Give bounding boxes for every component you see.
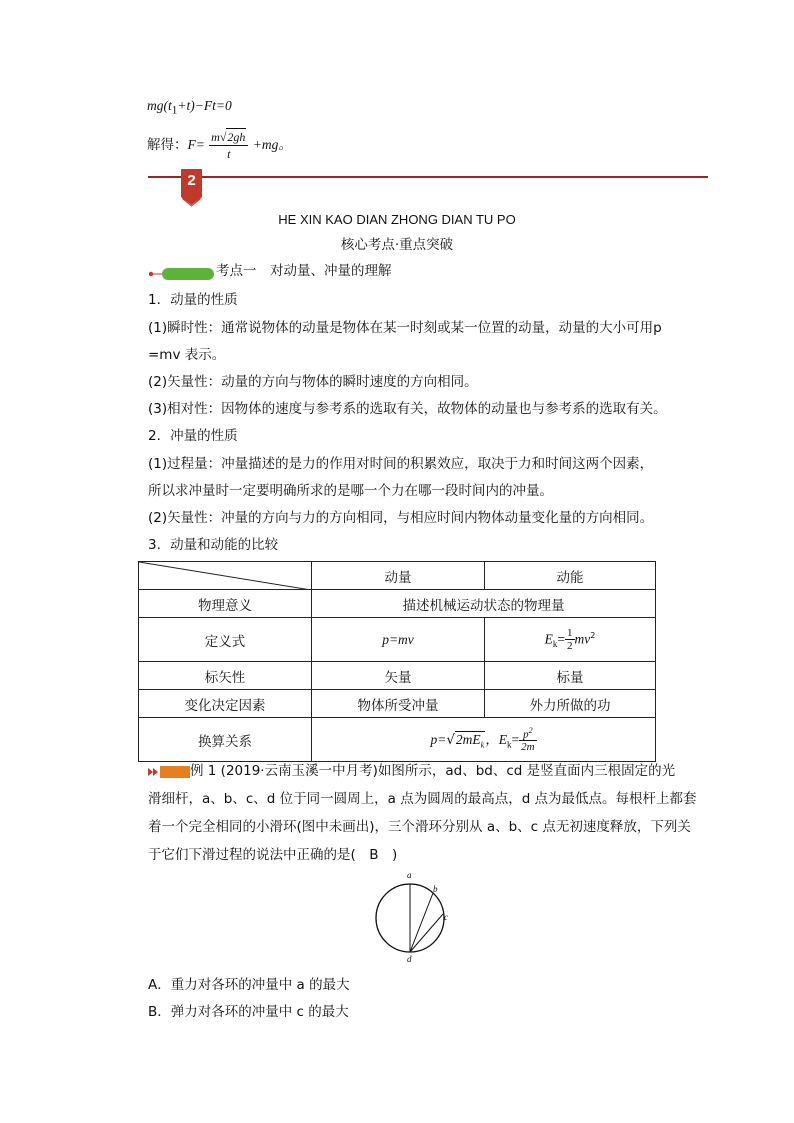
p1-heading: 1．动量的性质 [148,292,238,308]
p1-line2: =mv 表示。 [148,347,226,363]
table-cell: 描述机械运动状态的物理量 [312,590,656,618]
table-row-label: 变化决定因素 [139,690,312,718]
section-rule [148,176,708,178]
conversion-ek-sub: k [506,739,512,750]
table-row-label: 物理意义 [139,590,312,618]
table-cell-conversion: $p=√2mE_k$，$E_k=$ $\frac{p^2}{2m}$ [312,718,656,762]
table-cell: 外力所做的功 [485,690,656,718]
conversion-sqrt-body: 2mE [455,731,481,747]
point-label-d: d [407,954,412,964]
p1-line1: (1)瞬时性：通常说物体的动量是物体在某一时刻或某一位置的动量，动量的大小可用p [148,320,662,336]
solution-line [147,128,292,162]
conversion-den: 2m [521,741,535,754]
conversion-p: p= [430,731,447,747]
table-diagonal-cell [139,562,312,590]
solution-tail: +mg。 [252,137,292,152]
equation-lhs: mg(t [147,98,172,113]
p3-heading: 3．动量和动能的比较 [148,537,279,553]
table-row-label: 定义式 [139,618,312,662]
section-title-cn: 核心考点·重点突破 [340,237,454,253]
fraction-m: m [211,130,220,144]
table-cell-kinetic-formula: $E_k=$ $\frac{1}{2}$ $mv^2$ [485,618,656,662]
equation-rest: +t)−Ft=0 [177,98,232,113]
option-b: B．弹力对各环的冲量中 c 的最大 [148,1004,349,1020]
p2-line1: (1)过程量：冲量描述的是力的作用对时间的积累效应，取决于力和时间这两个因素， [148,456,654,472]
p1-line4: (3)相对性：因物体的速度与参考系的选取有关，故物体的动量也与参考系的选取有关。 [148,401,667,417]
section-badge-number: 2 [187,172,196,189]
table-row-label: 标矢性 [139,662,312,690]
p2-line2: 所以求冲量时一定要明确所求的是哪一个力在哪一段时间内的冲量。 [148,483,553,499]
formula-fraction [565,627,575,652]
point-label-b: b [433,884,438,894]
example-line3: 着一个完全相同的小滑环(图中未画出)，三个滑环分别从 a、b、c 点无初速度释放，下列关 [148,819,691,835]
conversion-ek: ，E [485,731,507,747]
table-cell: 矢量 [312,662,485,690]
point-label-a: a [407,870,412,880]
conversion-num: $p^2$ [519,726,536,742]
example-line4: 于它们下滑过程的说法中正确的是( B ) [148,847,398,863]
fraction-den: t [227,147,231,161]
example-line2: 滑细杆，a、b、c、d 位于同一圆周上，a 点为圆周的最高点，d 点为最低点。每根杆上都套 [148,791,697,807]
section-title-en: HE XIN KAO DIAN ZHONG DIAN TU PO [278,212,516,227]
momentum-equation [147,96,232,121]
example-line1: 例 1 (2019·云南玉溪一中月考)如图所示，ad、bd、cd 是竖直面内三根固定的光 [190,763,676,779]
formula-e: E [544,631,553,647]
conversion-num-p: p [523,728,529,741]
table-cell: p=mv [312,618,485,662]
p2-heading: 2．冲量的性质 [148,428,238,444]
table-header-kinetic: 动能 [485,562,656,590]
conversion-sqrt-sub: k [480,740,485,750]
example-marker [148,763,190,775]
fraction-num: 1 [567,627,573,639]
option-a: A．重力对各环的冲量中 a 的最大 [148,977,350,993]
point-label-c: c [444,912,448,922]
conversion-fraction [519,726,536,754]
solution-fraction: $\frac{m√2gh}{t}$ [209,128,248,162]
section-badge [181,169,202,197]
p1-line3: (2)矢量性：动量的方向与物体的瞬时速度的方向相同。 [148,374,478,390]
formula-mv: mv [574,631,591,647]
equation-sub: 1 [171,104,178,117]
kaodian-marker [148,265,214,277]
solution-prefix: 解得： [147,137,188,153]
table-cell: 物体所受冲量 [312,690,485,718]
kaodian-title: 考点一 对动量、冲量的理解 [216,263,392,279]
fraction-sqrt: 2gh [227,130,246,144]
circle-figure [372,870,452,966]
conversion-sqrt [455,731,485,750]
table-row-label: 换算关系 [139,718,312,762]
formula-sub: k [552,639,558,650]
table-cell: 标量 [485,662,656,690]
comparison-table [138,561,656,762]
fraction-den: 2 [567,640,573,652]
p2-line3: (2)矢量性：冲量的方向与力的方向相同，与相应时间内物体动量变化量的方向相同。 [148,510,654,526]
solution-f: F= [187,137,205,152]
table-header-momentum: 动量 [312,562,485,590]
